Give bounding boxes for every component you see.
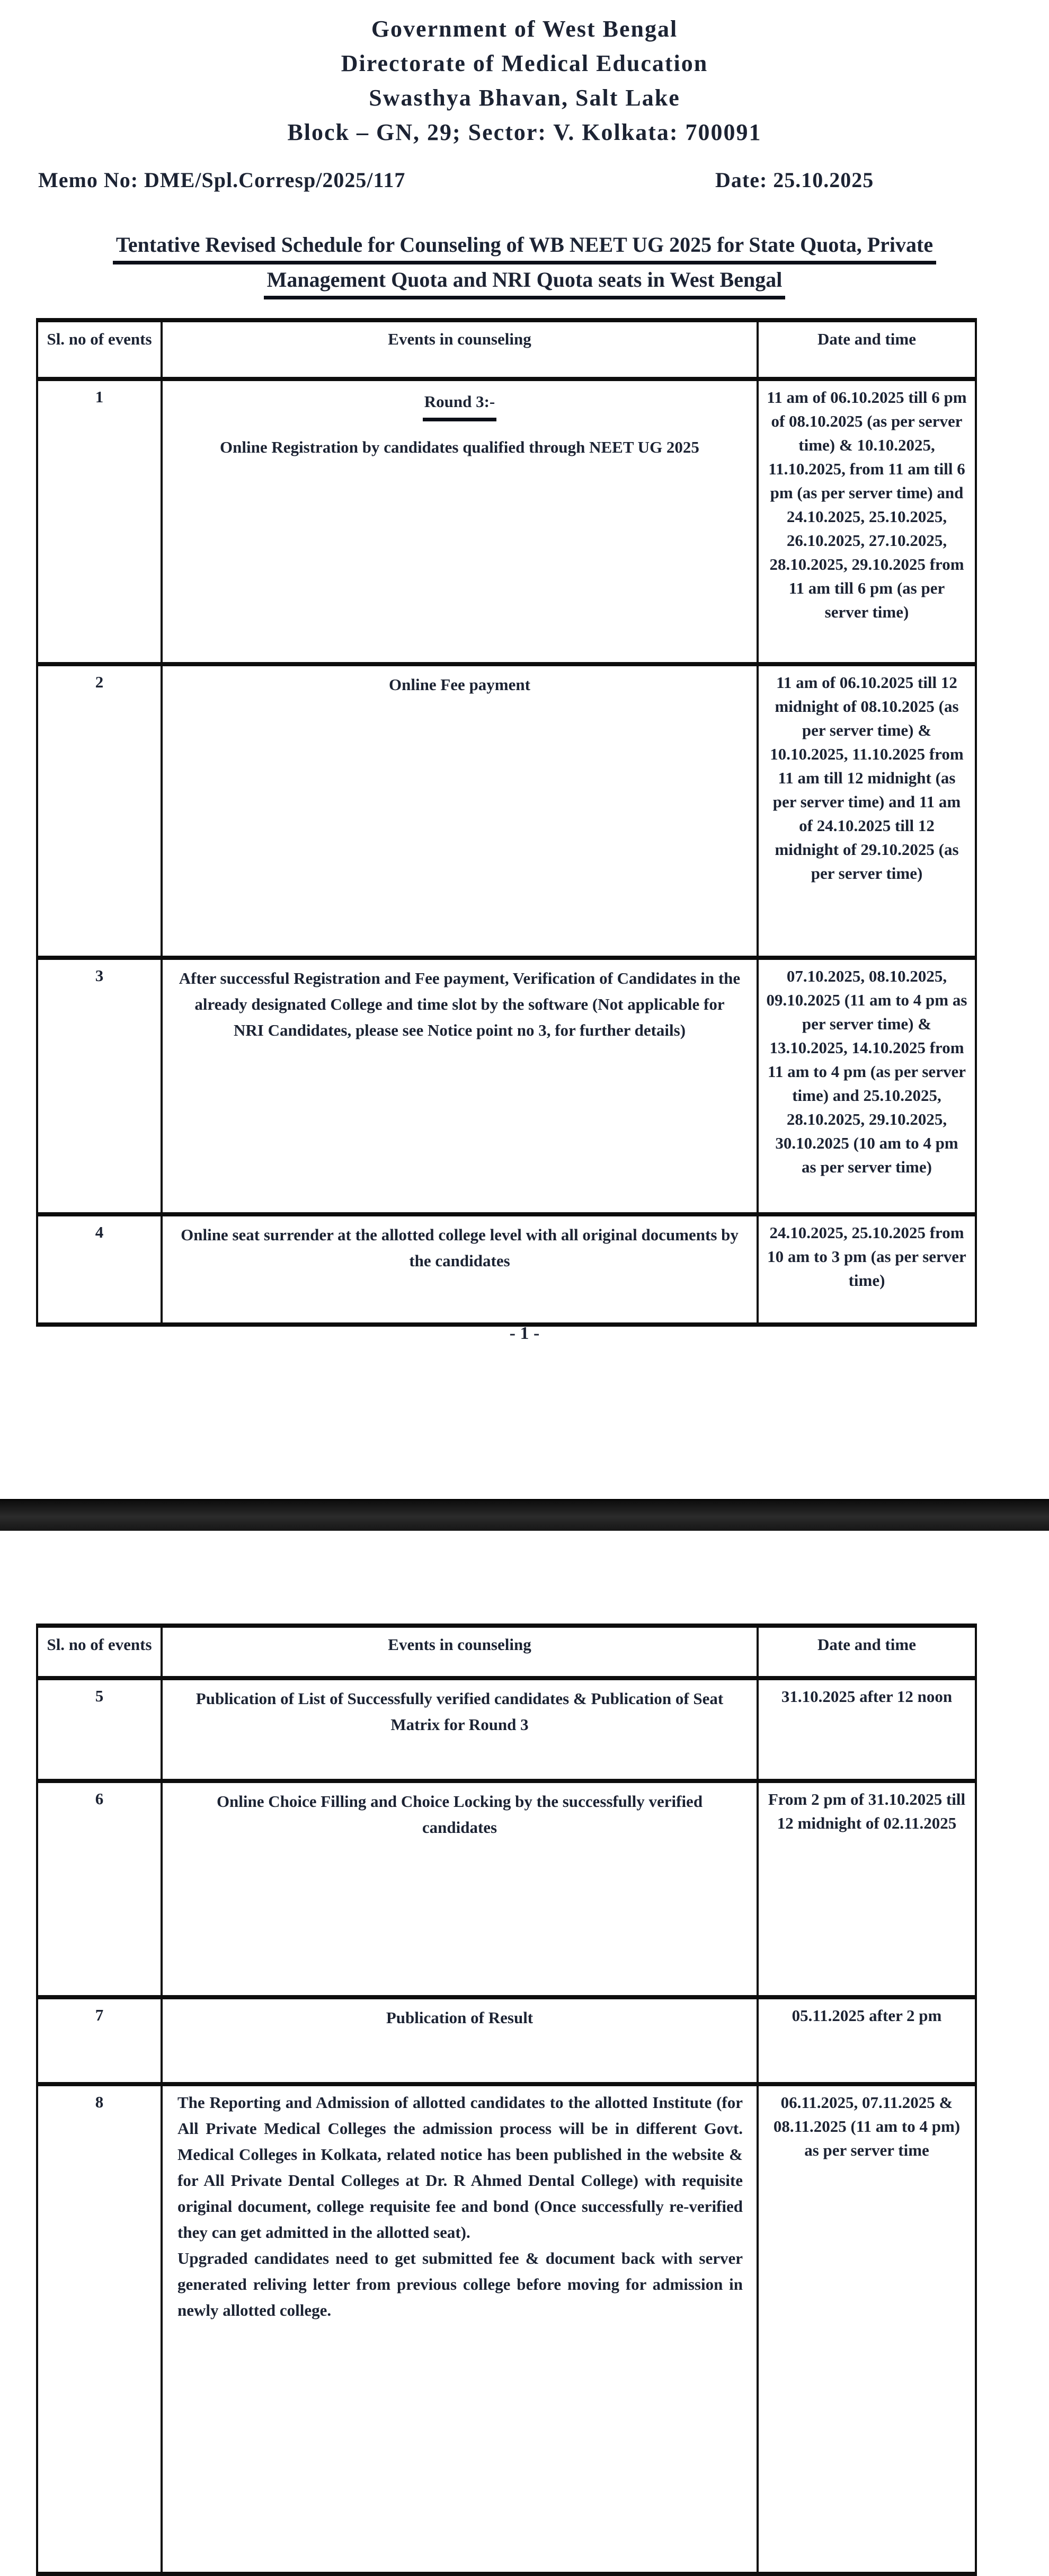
schedule-table-page1 xyxy=(36,318,975,1327)
row5-event: Publication of List of Successfully verified candidates & Publication of Seat Matrix for Round 3 xyxy=(162,1678,758,1781)
org-government: Government of West Bengal xyxy=(371,16,678,42)
row8-event xyxy=(162,2084,758,2574)
row7-serial: 7 xyxy=(37,1997,162,2084)
org-address: Block – GN, 29; Sector: V. Kolkata: 700091 xyxy=(287,119,762,145)
row8-event-paragraph-2: Upgraded candidates need to get submitted fee & document back with server generated reliving letter from previous college before moving for admission in newly allotted college. xyxy=(177,2249,743,2319)
row5-serial: 5 xyxy=(37,1678,162,1781)
table-row-4 xyxy=(37,1214,976,1325)
row2-event: Online Fee payment xyxy=(162,664,758,958)
table-row-5 xyxy=(37,1678,976,1781)
schedule-table-page2 xyxy=(36,1624,975,2576)
page-number: - 1 - xyxy=(509,1324,540,1343)
col-header-datetime: Date and time xyxy=(758,1626,976,1678)
document-date: Date: 25.10.2025 xyxy=(715,168,874,192)
row8-event-paragraph-1: The Reporting and Admission of allotted candidates to the allotted Institute (for All Private Medical Colleges the admission process will be in different Govt. Medical Colleges in Kolkata, related notice has been published in the website & for All Private Dental Colleges at Dr. R Ahmed Dental College) with requisite original document, college requisite fee and bond (Once successfully re-verified they can get admitted in the allotted seat). xyxy=(177,2093,743,2242)
table-row-3 xyxy=(37,958,976,1214)
row6-serial: 6 xyxy=(37,1781,162,1997)
row7-event: Publication of Result xyxy=(162,1997,758,2084)
round-3-heading: Round 3:- xyxy=(179,389,741,421)
table-row-2 xyxy=(37,664,976,958)
col-header-sl-no: Sl. no of events xyxy=(37,1626,162,1678)
row3-serial: 3 xyxy=(37,958,162,1214)
memo-row xyxy=(0,167,1049,194)
col-header-events: Events in counseling xyxy=(162,1626,758,1678)
row1-event xyxy=(162,379,758,664)
row4-serial: 4 xyxy=(37,1214,162,1325)
row8-datetime: 06.11.2025, 07.11.2025 & 08.11.2025 (11 am to 4 pm) as per server time xyxy=(758,2084,976,2574)
row4-event: Online seat surrender at the allotted college level with all original documents by the candidates xyxy=(162,1214,758,1325)
row2-datetime: 11 am of 06.10.2025 till 12 midnight of 08.10.2025 (as per server time) & 10.10.2025, 11.10.2025 from 11 am till 12 midnight (as per server time) and 11 am of 24.10.2025 till 12 midnight of 29.10.2025 (as per server time) xyxy=(758,664,976,958)
row5-datetime: 31.10.2025 after 12 noon xyxy=(758,1678,976,1781)
table-header-row-page2 xyxy=(37,1626,976,1678)
row7-datetime: 05.11.2025 after 2 pm xyxy=(758,1997,976,2084)
col-header-datetime: Date and time xyxy=(758,320,976,379)
row8-serial: 8 xyxy=(37,2084,162,2574)
table-row-1 xyxy=(37,379,976,664)
table-header-row xyxy=(37,320,976,379)
col-header-sl-no: Sl. no of events xyxy=(37,320,162,379)
row3-event: After successful Registration and Fee payment, Verification of Candidates in the already designated College and time slot by the software (Not applicable for NRI Candidates, please see Notice point no 3, for further details) xyxy=(162,958,758,1214)
org-directorate: Directorate of Medical Education xyxy=(341,50,708,76)
org-building: Swasthya Bhavan, Salt Lake xyxy=(369,85,680,111)
row1-serial: 1 xyxy=(37,379,162,664)
row4-datetime: 24.10.2025, 25.10.2025 from 10 am to 3 pm (as per server time) xyxy=(758,1214,976,1325)
page-separator-band xyxy=(0,1499,1049,1531)
letterhead xyxy=(0,12,1049,149)
row1-datetime: 11 am of 06.10.2025 till 6 pm of 08.10.2025 (as per server time) & 10.10.2025, 11.10.2025, from 11 am till 6 pm (as per server time) and 24.10.2025, 25.10.2025, 26.10.2025, 27.10.2025, 28.10.2025, 29.10.2025 from 11 am till 6 pm (as per server time) xyxy=(758,379,976,664)
document-title xyxy=(0,232,1049,302)
title-line-1: Tentative Revised Schedule for Counseling of WB NEET UG 2025 for State Quota, Private xyxy=(0,232,1049,267)
table-row-6 xyxy=(37,1781,976,1997)
table-row-8 xyxy=(37,2084,976,2574)
table-row-7 xyxy=(37,1997,976,2084)
row6-datetime: From 2 pm of 31.10.2025 till 12 midnight of 02.11.2025 xyxy=(758,1781,976,1997)
row3-datetime: 07.10.2025, 08.10.2025, 09.10.2025 (11 am to 4 pm as per server time) & 13.10.2025, 14.10.2025 from 11 am to 4 pm (as per server time) and 25.10.2025, 28.10.2025, 29.10.2025, 30.10.2025 (10 am to 4 pm as per server time) xyxy=(758,958,976,1214)
row1-event-text: Online Registration by candidates qualified through NEET UG 2025 xyxy=(220,438,699,456)
row6-event: Online Choice Filling and Choice Locking by the successfully verified candidates xyxy=(162,1781,758,1997)
title-line-2: Management Quota and NRI Quota seats in West Bengal xyxy=(0,267,1049,302)
memo-number: Memo No: DME/Spl.Corresp/2025/117 xyxy=(38,168,406,192)
col-header-events: Events in counseling xyxy=(162,320,758,379)
row2-serial: 2 xyxy=(37,664,162,958)
